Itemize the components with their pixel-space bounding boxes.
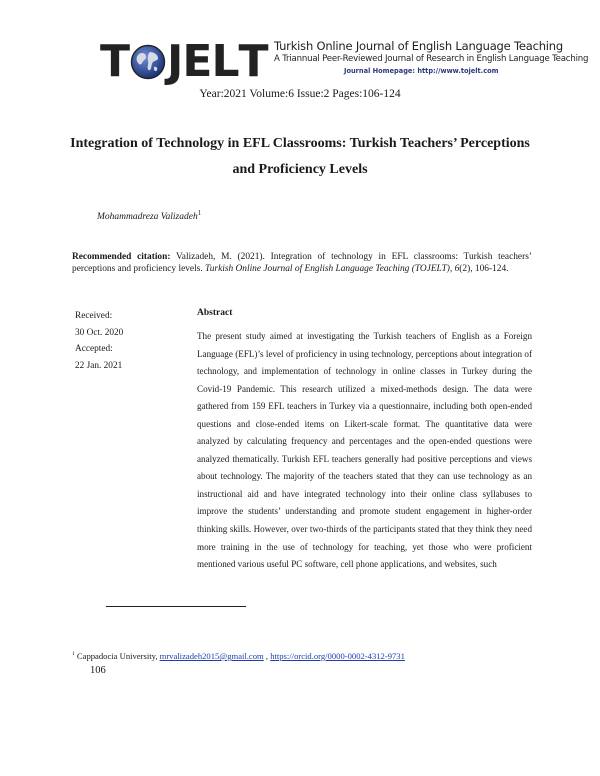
journal-masthead xyxy=(100,34,589,90)
received-label: Received: xyxy=(75,311,113,321)
journal-name: Turkish Online Journal of English Language Teaching xyxy=(274,39,563,53)
journal-logo xyxy=(100,34,268,90)
footnote-divider xyxy=(106,606,246,607)
logo-letter-j: J xyxy=(167,36,183,87)
accepted-label: Accepted: xyxy=(75,344,113,355)
logo-letter-l: L xyxy=(211,36,239,87)
homepage-label: Journal Homepage: xyxy=(344,67,416,75)
journal-homepage xyxy=(274,67,574,75)
accepted-date: 22 Jan. 2021 xyxy=(75,360,123,371)
author-email-link[interactable]: mrvalizadeh2015@gmail.com xyxy=(159,651,264,661)
journal-title-block xyxy=(274,39,589,75)
footnote-mark: 1 xyxy=(72,651,75,658)
recommended-citation xyxy=(72,251,532,275)
article-title-line1: Integration of Technology in EFL Classrooms: Turkish Teachers’ Perceptions xyxy=(70,136,530,151)
abstract-heading: Abstract xyxy=(197,308,233,318)
citation-volume: 6 xyxy=(452,264,460,274)
logo-letter-t: T xyxy=(100,36,130,87)
citation-journal: Turkish Online Journal of English Language Teaching (TOJELT), xyxy=(205,264,453,274)
citation-text: Valizadeh, M. (2021). Integration of technology in EFL classrooms: Turkish teachers’ perceptions and proficiency levels. xyxy=(72,252,532,274)
author-name xyxy=(97,209,201,222)
citation-label: Recommended citation: xyxy=(72,252,171,262)
orcid-link[interactable]: https://orcid.org/0000-0002-4312-9731 xyxy=(270,651,405,661)
citation-issue-pages: (2), 106-124. xyxy=(459,264,509,274)
abstract-body: The present study aimed at investigating the Turkish teachers of English as a Foreign Language (EFL)’s level of proficiency in using technology, perceptions about integration of technology, and implementation of technology in online classes in Turkey during the Covid-19 Pandemic. This research utilized a mixed-methods design. The data were gathered from 159 EFL teachers in Turkey via a questionnaire, including both open-ended questions and close-ended items on Likert-scale format. The quantitative data were analyzed by calculating frequency and percentages and the open-ended questions were analyzed thematically. Turkish EFL teachers generally had positive perceptions and views about technology. The majority of the teachers stated that they can use technology as an instructional aid and have integrated technology into their online class syllabuses to improve the students’ understanding and promote student engagement in higher-order thinking skills. However, over two-thirds of the participants stated that they think they need more training in the use of technology for teaching, yet those who were proficient mentioned various useful PC software, cell phone applications, and websites, such xyxy=(197,331,532,570)
footnote-separator: , xyxy=(263,651,271,661)
article-dates xyxy=(75,308,123,374)
logo-letter-e: E xyxy=(182,36,212,87)
globe-icon xyxy=(130,44,166,80)
homepage-link[interactable]: http://www.tojelt.com xyxy=(417,67,499,75)
article-title-line2: and Proficiency Levels xyxy=(232,162,368,177)
logo-letter-t2: T xyxy=(238,36,268,87)
received-date: 30 Oct. 2020 xyxy=(75,327,124,338)
author-footnote-mark: 1 xyxy=(197,209,202,217)
footnote-affiliation: Cappadocia University, xyxy=(74,651,160,661)
page-number: 106 xyxy=(90,665,106,676)
article-title xyxy=(60,131,540,183)
author-text: Mohammadreza Valizadeh xyxy=(97,212,198,223)
footnote xyxy=(72,651,405,661)
issue-line: Year:2021 Volume:6 Issue:2 Pages:106-124 xyxy=(199,88,401,100)
journal-subtitle: A Triannual Peer-Reviewed Journal of Research in English Language Teaching xyxy=(274,54,589,64)
